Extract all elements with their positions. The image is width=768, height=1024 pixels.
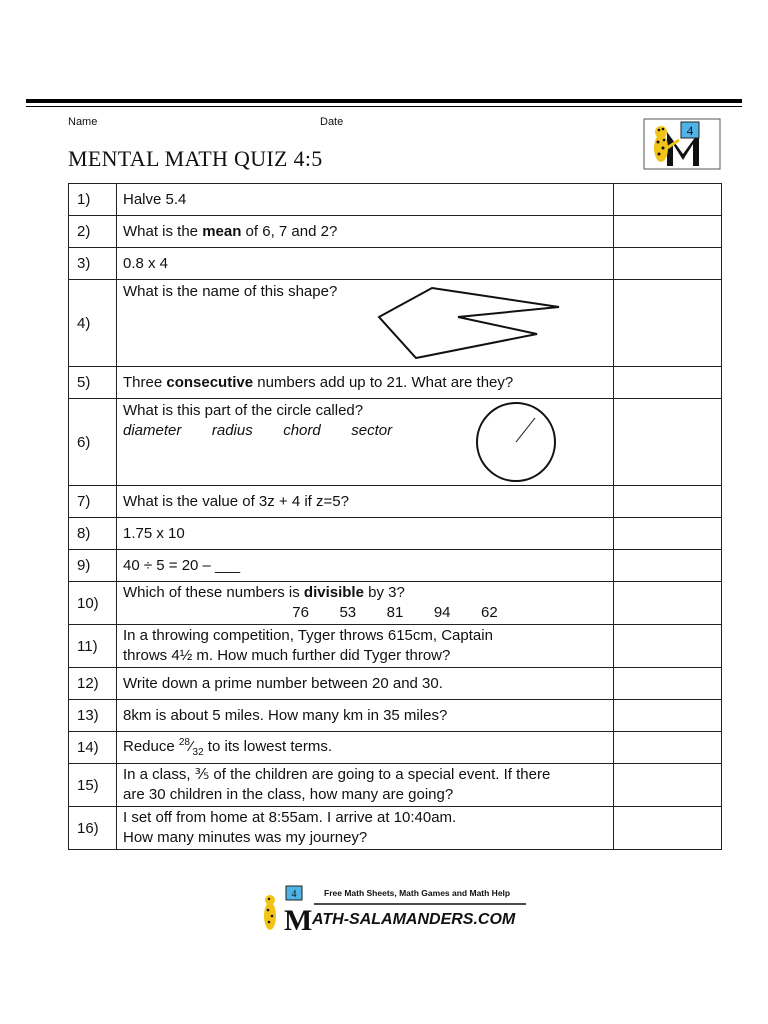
- bold-term: divisible: [303, 584, 364, 601]
- question-number: 12): [69, 668, 117, 700]
- question-cell: [117, 367, 614, 399]
- question-cell: [117, 280, 614, 367]
- question-row: [69, 732, 722, 764]
- answer-box[interactable]: [614, 184, 722, 216]
- answer-box[interactable]: [614, 550, 722, 582]
- answer-box[interactable]: [614, 625, 722, 668]
- name-label: Name: [68, 116, 98, 128]
- footer-badge-text: 4: [291, 889, 297, 900]
- number-choices: 76 53 81 94 62: [292, 604, 498, 621]
- question-number: 13): [69, 700, 117, 732]
- question-text-part: by 3?: [363, 584, 405, 601]
- question-cell: [117, 700, 614, 732]
- question-text-part: 0.8 x 4: [123, 254, 169, 272]
- question-text-part: Halve 5.4: [123, 190, 187, 208]
- salamander-logo: [643, 118, 721, 170]
- question-number: 4): [69, 280, 117, 367]
- question-number: 1): [69, 184, 117, 216]
- question-text: What is this part of the circle called?: [123, 402, 364, 419]
- question-row: [69, 582, 722, 625]
- question-row: [69, 486, 722, 518]
- question-row: [69, 216, 722, 248]
- question-row: [69, 518, 722, 550]
- question-text-part: 1.75 x 10: [123, 524, 185, 542]
- answer-box[interactable]: [614, 486, 722, 518]
- question-text-line: I set off from home at 8:55am. I arrive at 10:40am.: [123, 809, 457, 826]
- question-text-part: 40 ÷ 5 = 20 – ___: [123, 556, 241, 574]
- answer-box[interactable]: [614, 280, 722, 367]
- answer-box[interactable]: [614, 399, 722, 486]
- footer-tagline: Free Math Sheets, Math Games and Math Help: [324, 888, 511, 898]
- question-number: 6): [69, 399, 117, 486]
- answer-box[interactable]: [614, 732, 722, 764]
- question-cell: [117, 550, 614, 582]
- question-text-part: 8km is about 5 miles. How many km in 35 miles?: [123, 706, 448, 724]
- question-text: [123, 524, 607, 544]
- question-cell: [117, 518, 614, 550]
- question-text-part: to its lowest terms.: [203, 737, 333, 755]
- question-number: 3): [69, 248, 117, 280]
- answer-box[interactable]: [614, 668, 722, 700]
- question-cell: [117, 248, 614, 280]
- question-cell: [117, 807, 614, 850]
- circle-diagram: [471, 400, 561, 484]
- date-label: Date: [320, 116, 344, 128]
- question-text-line: In a class, ⅗ of the children are going to a special event. If there: [123, 766, 551, 783]
- question-text: [123, 674, 607, 694]
- question-text: [123, 492, 607, 512]
- question-row: [69, 184, 722, 216]
- polygon-shape: [377, 282, 567, 362]
- top-rule-thin: [26, 106, 742, 107]
- question-text: [123, 222, 607, 242]
- question-text-part: 32: [192, 746, 204, 758]
- question-text-part: Write down a prime number between 20 and 30.: [123, 674, 443, 692]
- question-text-line: are 30 children in the class, how many are going?: [123, 786, 454, 803]
- question-number: 9): [69, 550, 117, 582]
- question-number: 15): [69, 764, 117, 807]
- footer-site-initial: M: [284, 904, 313, 936]
- question-number: 5): [69, 367, 117, 399]
- logo-grade-text: 4: [686, 123, 694, 138]
- answer-box[interactable]: [614, 518, 722, 550]
- question-text: [123, 373, 607, 393]
- question-cell: [117, 764, 614, 807]
- quiz-table: [68, 183, 722, 850]
- answer-options: diameter radius chord sector: [123, 422, 393, 439]
- question-row: [69, 280, 722, 367]
- question-text: [123, 733, 607, 763]
- question-text-line: throws 4½ m. How much further did Tyger throw?: [123, 647, 451, 664]
- top-rule-thick: [26, 99, 742, 103]
- question-row: [69, 807, 722, 850]
- question-text: [123, 556, 607, 576]
- question-text-part: What is the value of 3z + 4 if z=5?: [123, 492, 349, 510]
- question-row: [69, 399, 722, 486]
- question-cell: [117, 732, 614, 764]
- question-text-part: Three: [123, 373, 167, 391]
- question-text: [123, 583, 607, 603]
- page-title: MENTAL MATH QUIZ 4:5: [68, 146, 323, 171]
- answer-box[interactable]: [614, 807, 722, 850]
- answer-box[interactable]: [614, 582, 722, 625]
- answer-box[interactable]: [614, 367, 722, 399]
- question-cell: [117, 668, 614, 700]
- question-number: 14): [69, 732, 117, 764]
- answer-box[interactable]: [614, 700, 722, 732]
- answer-box[interactable]: [614, 216, 722, 248]
- question-text-part: of 6, 7 and 2?: [241, 222, 338, 240]
- question-cell: [117, 486, 614, 518]
- question-text: What is the name of this shape?: [123, 283, 338, 300]
- question-row: [69, 700, 722, 732]
- question-cell: [117, 399, 614, 486]
- question-text-part: Reduce: [123, 737, 179, 755]
- question-row: [69, 764, 722, 807]
- question-text-part: numbers add up to 21. What are they?: [253, 373, 514, 391]
- question-text-part: Which of these numbers is: [123, 584, 304, 601]
- question-number: 11): [69, 625, 117, 668]
- question-row: [69, 550, 722, 582]
- question-text-line: How many minutes was my journey?: [123, 829, 368, 846]
- footer-logo: [256, 884, 532, 936]
- question-cell: [117, 216, 614, 248]
- question-text-part: ⁄: [190, 737, 193, 755]
- question-number: 2): [69, 216, 117, 248]
- question-text-part: 28: [178, 736, 190, 748]
- question-text: [123, 190, 607, 210]
- question-row: [69, 625, 722, 668]
- question-number: 10): [69, 582, 117, 625]
- question-row: [69, 248, 722, 280]
- question-text: [123, 706, 607, 726]
- question-cell: [117, 184, 614, 216]
- question-row: [69, 668, 722, 700]
- question-text-part: What is the: [123, 222, 203, 240]
- question-number: 8): [69, 518, 117, 550]
- question-number: 16): [69, 807, 117, 850]
- question-cell: [117, 625, 614, 668]
- answer-box[interactable]: [614, 248, 722, 280]
- footer-site-name: ATH-SALAMANDERS.COM: [312, 911, 516, 928]
- bold-term: consecutive: [166, 373, 254, 391]
- question-text-line: In a throwing competition, Tyger throws 615cm, Captain: [123, 627, 493, 644]
- question-number: 7): [69, 486, 117, 518]
- question-row: [69, 367, 722, 399]
- question-cell: [117, 582, 614, 625]
- question-text: [123, 254, 607, 274]
- answer-box[interactable]: [614, 764, 722, 807]
- bold-term: mean: [202, 222, 242, 240]
